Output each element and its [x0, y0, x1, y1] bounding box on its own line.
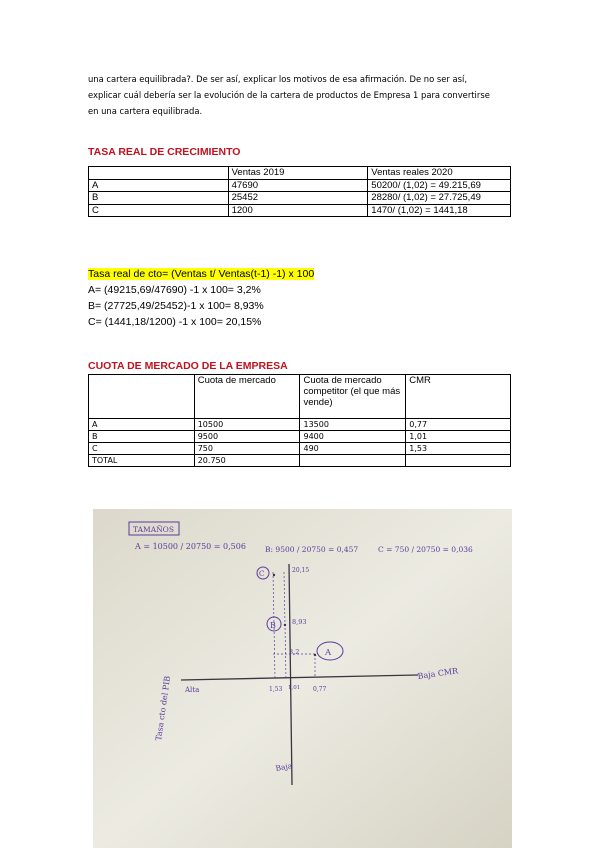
table-row — [89, 419, 511, 431]
table-cell: 20.750 — [194, 455, 300, 467]
table-cell: A — [89, 179, 229, 192]
header-cell: Cuota de mercado competitor (el que más vende) — [300, 375, 406, 419]
table-row — [89, 204, 511, 217]
table-cell: 28280/ (1,02) = 27.725,49 — [368, 192, 511, 205]
table-cell: TOTAL — [89, 455, 195, 467]
table-cell: 13500 — [300, 419, 406, 431]
section-title-market-share: CUOTA DE MERCADO DE LA EMPRESA — [88, 360, 288, 372]
value-label: 3,2 — [289, 648, 300, 656]
table-cell: A — [89, 419, 195, 431]
table-cell: 50200/ (1,02) = 49.215,69 — [368, 179, 511, 192]
table-row — [89, 455, 511, 467]
calc-c: C = 750 / 20750 = 0,036 — [378, 545, 473, 554]
data-dot — [284, 624, 286, 626]
y-axis-label: Tasa cto del PIB — [154, 675, 173, 742]
market-share-table — [88, 374, 511, 467]
table-cell: C — [89, 443, 195, 455]
box-label: TAMAÑOS — [133, 525, 174, 534]
table-cell: 47690 — [228, 179, 368, 192]
table-header-row — [89, 167, 511, 180]
growth-formulas — [88, 266, 314, 330]
table-cell: B — [89, 431, 195, 443]
sketch-drawing — [93, 509, 512, 848]
table-row — [89, 443, 511, 455]
x-axis-right-label: Baja CMR — [417, 666, 459, 681]
formula-line-a: A= (49215,69/47690) -1 x 100= 3,2% — [88, 284, 261, 296]
table-cell: 10500 — [194, 419, 300, 431]
x-axis-left-label: Alta — [185, 686, 200, 694]
bubble-a-label: A — [325, 648, 332, 658]
table-cell: 25452 — [228, 192, 368, 205]
intro-line: una cartera equilibrada?. De ser así, explicar los motivos de esa afirmación. De no ser así, — [88, 74, 467, 84]
table-cell — [406, 455, 511, 467]
growth-table — [88, 166, 511, 217]
table-cell: 750 — [194, 443, 300, 455]
section-title-growth: TASA REAL DE CRECIMIENTO — [88, 146, 241, 158]
formula-line-b: B= (27725,49/25452)-1 x 100= 8,93% — [88, 300, 264, 312]
bcg-matrix-sketch-photo — [93, 509, 512, 848]
calc-b: B: 9500 / 20750 = 0,457 — [265, 545, 359, 554]
bubble-c-label: C — [259, 570, 265, 578]
table-row — [89, 192, 511, 205]
table-cell: B — [89, 192, 229, 205]
data-dot — [273, 574, 275, 576]
table-cell: 0,77 — [406, 419, 511, 431]
y-axis-bottom-label: Baja — [274, 761, 293, 773]
header-cell — [89, 375, 195, 419]
table-cell: 1200 — [228, 204, 368, 217]
bubble-b-label: B — [270, 621, 276, 630]
header-cell: Ventas reales 2020 — [368, 167, 511, 180]
intro-line: explicar cuál debería ser la evolución de la cartera de productos de Empresa 1 para convertirse — [88, 90, 490, 100]
calc-a: A = 10500 / 20750 = 0,506 — [135, 542, 246, 551]
formula-line-c: C= (1441,18/1200) -1 x 100= 20,15% — [88, 316, 262, 328]
data-dot — [314, 654, 316, 656]
table-cell: 9500 — [194, 431, 300, 443]
table-cell: 1,01 — [406, 431, 511, 443]
tick-label: 1,53 — [269, 686, 283, 693]
table-cell: 490 — [300, 443, 406, 455]
intro-paragraph — [88, 71, 528, 119]
table-row — [89, 431, 511, 443]
header-cell — [89, 167, 229, 180]
highlighted-formula: Tasa real de cto= (Ventas t/ Ventas(t-1) -1) x 100 — [88, 268, 315, 280]
header-cell: Ventas 2019 — [228, 167, 368, 180]
tick-label: 0,77 — [313, 686, 327, 693]
value-label: 8,93 — [292, 618, 307, 626]
table-cell: 9400 — [300, 431, 406, 443]
table-header-row — [89, 375, 511, 419]
table-cell — [300, 455, 406, 467]
value-label: 20,15 — [292, 567, 310, 574]
paper-background — [93, 509, 512, 848]
table-row — [89, 179, 511, 192]
tick-label: 1,01 — [288, 685, 301, 691]
table-cell: C — [89, 204, 229, 217]
header-cell: Cuota de mercado — [194, 375, 300, 419]
header-cell: CMR — [406, 375, 511, 419]
table-cell: 1,53 — [406, 443, 511, 455]
intro-line: en una cartera equilibrada. — [88, 106, 203, 116]
table-cell: 1470/ (1,02) = 1441,18 — [368, 204, 511, 217]
